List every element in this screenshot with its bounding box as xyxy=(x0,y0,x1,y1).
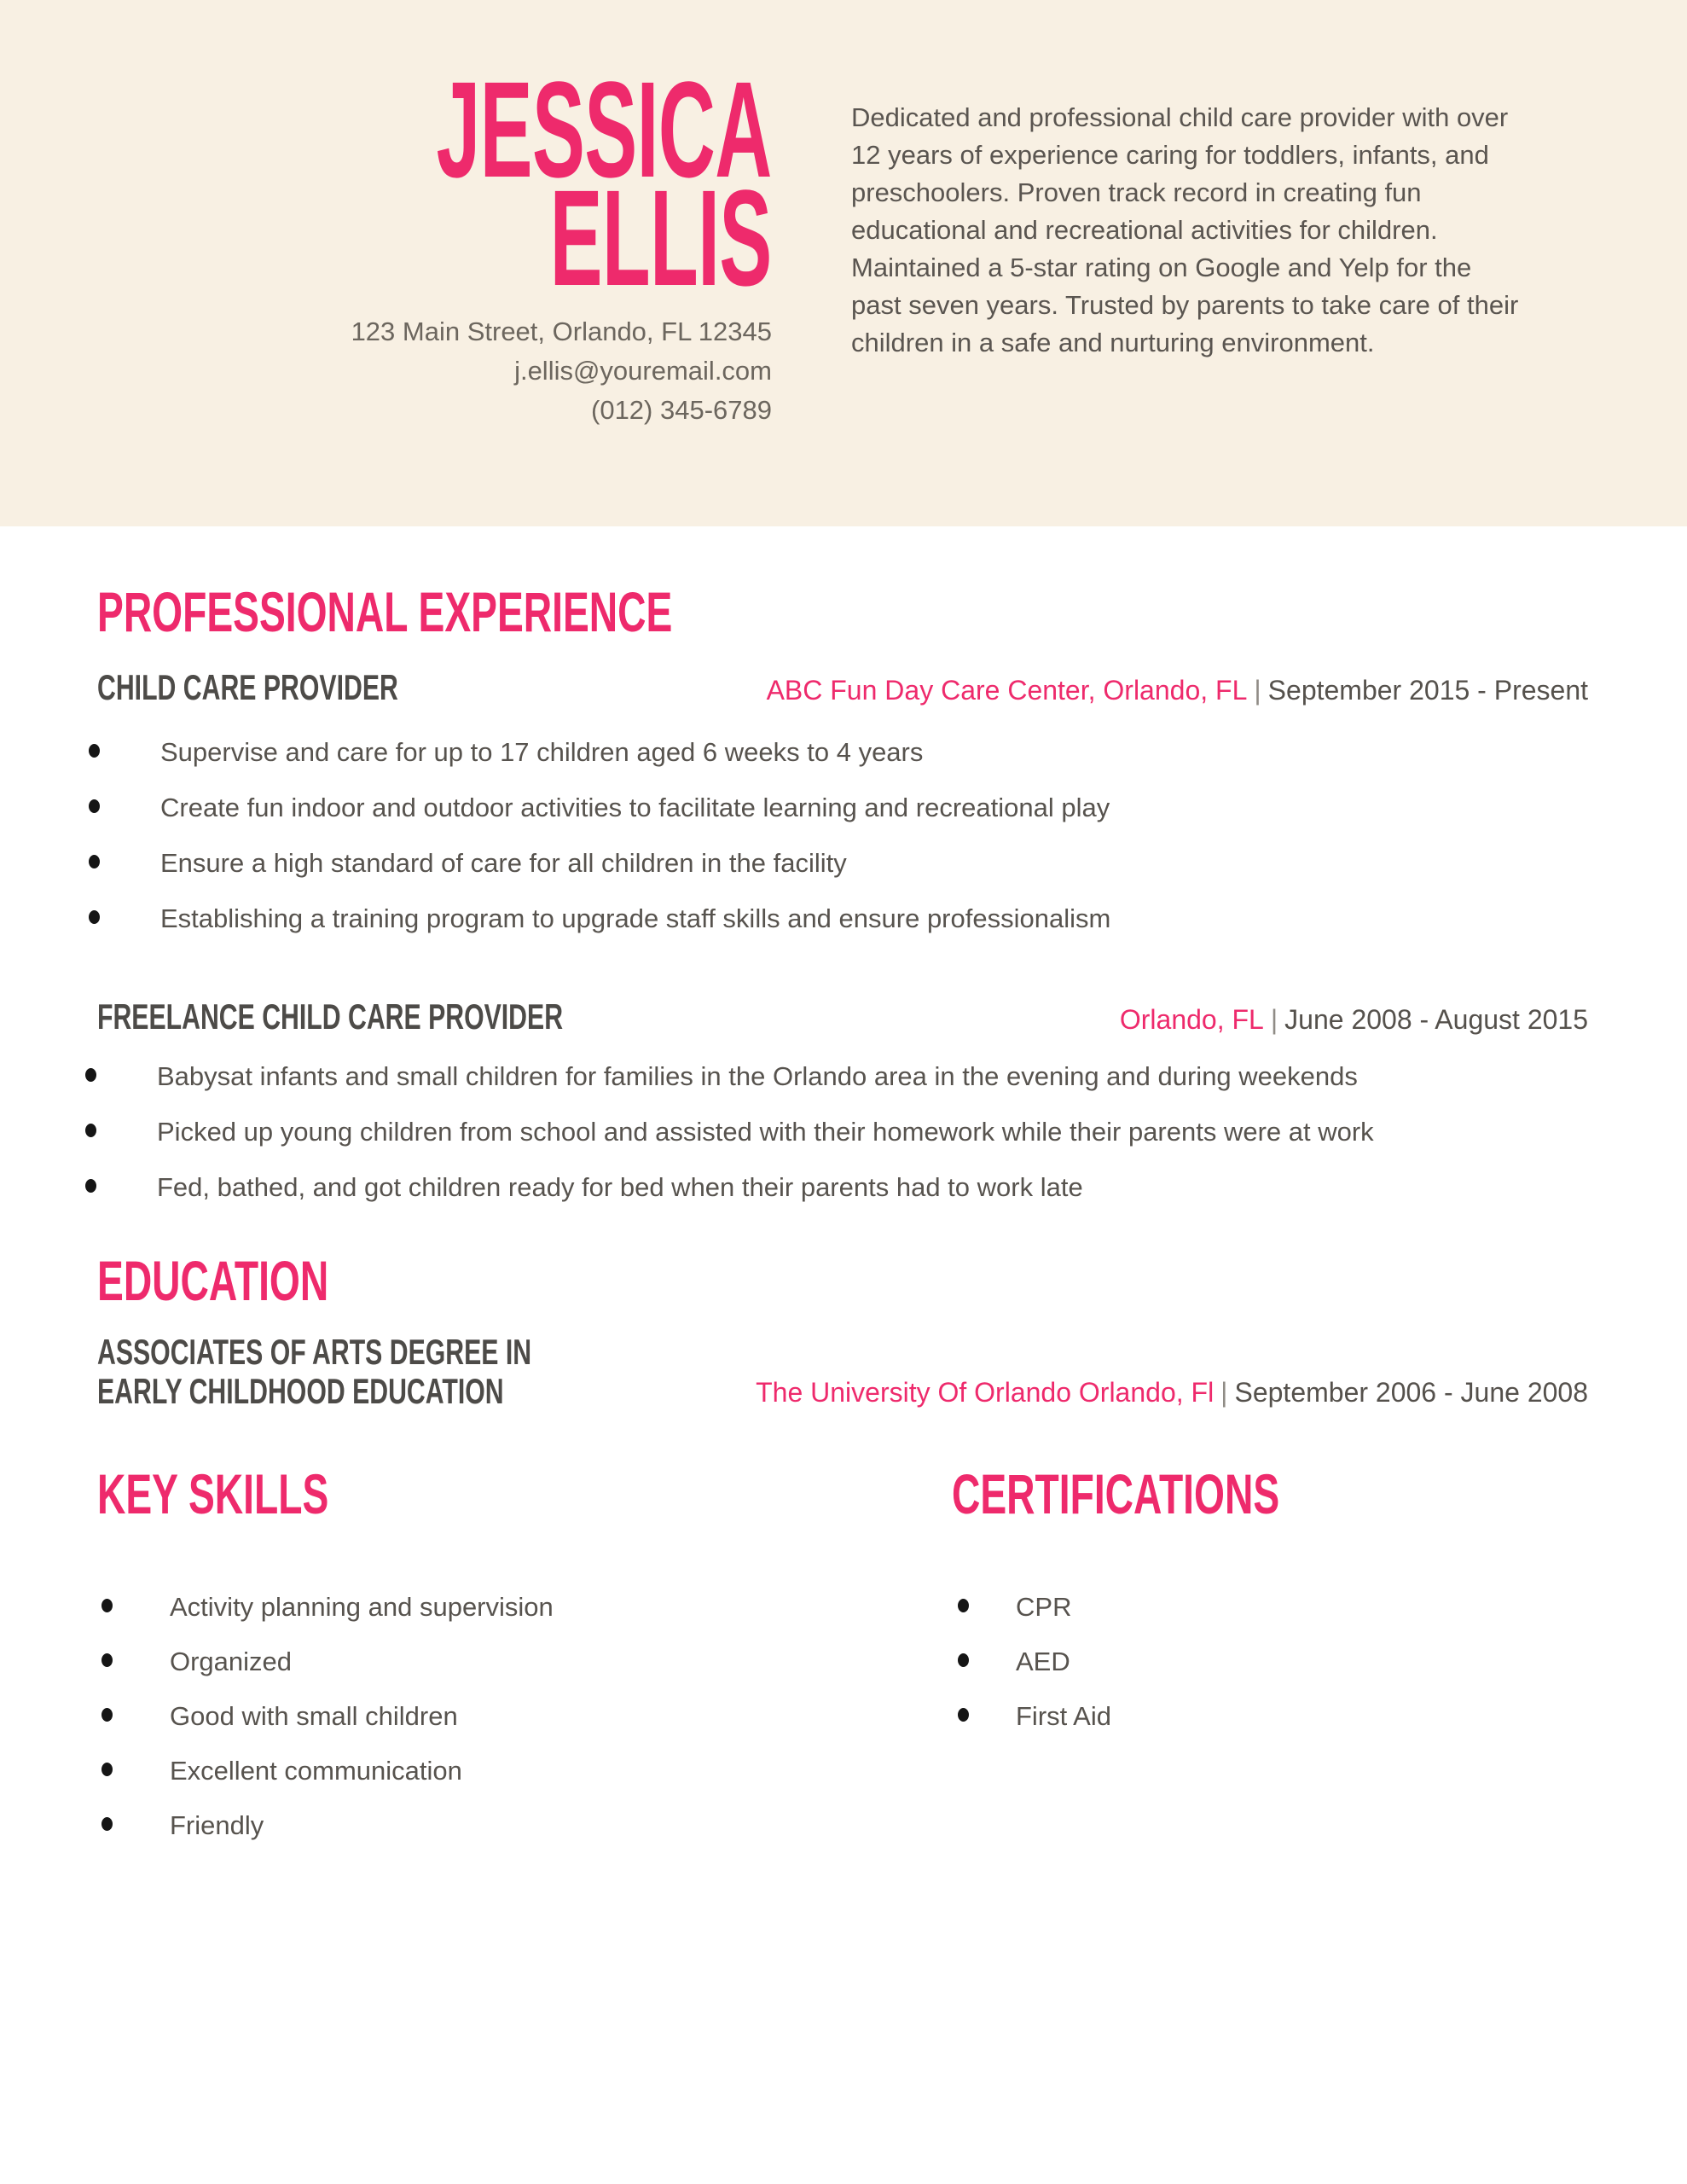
degree-line-1: ASSOCIATES OF ARTS DEGREE IN xyxy=(97,1332,532,1372)
bullet-icon xyxy=(101,1708,113,1722)
certifications-list xyxy=(958,1592,1111,1756)
separator-bar: | xyxy=(1254,675,1261,706)
list-item xyxy=(89,903,1110,959)
job-org-1: ABC Fun Day Care Center, Orlando, FL xyxy=(766,675,1248,706)
contact-address: 123 Main Street, Orlando, FL 12345 xyxy=(351,317,772,346)
last-name: ELLIS xyxy=(549,161,772,314)
list-item xyxy=(89,737,1110,793)
certifications-heading: CERTIFICATIONS xyxy=(952,1462,1280,1525)
first-name: JESSICA xyxy=(436,53,772,206)
bullet-icon xyxy=(101,1653,113,1667)
separator-bar: | xyxy=(1270,1004,1278,1035)
bullet-icon xyxy=(89,799,100,813)
bullet-icon xyxy=(85,1179,96,1193)
job-header-2 xyxy=(97,996,1588,1037)
job-bullets-2 xyxy=(85,1061,1374,1228)
education-section-heading-wrap xyxy=(97,1249,427,1312)
degree-title xyxy=(97,1333,531,1411)
bullet-icon xyxy=(101,1599,113,1612)
bullet-text: Supervise and care for up to 17 children aged 6 weeks to 4 years xyxy=(160,737,924,767)
skill-text: Friendly xyxy=(170,1810,264,1840)
skills-list xyxy=(101,1592,554,1865)
job-meta-1 xyxy=(767,675,1588,706)
bullet-icon xyxy=(958,1708,969,1722)
contact-phone: (012) 345-6789 xyxy=(591,395,772,425)
job-org-2: Orlando, FL xyxy=(1119,1004,1264,1035)
list-item xyxy=(958,1647,1111,1701)
bullet-text: Picked up young children from school and assisted with their homework while their parents were at work xyxy=(157,1117,1374,1147)
school-name: The University Of Orlando Orlando, Fl xyxy=(756,1377,1215,1408)
skill-text: Good with small children xyxy=(170,1701,458,1731)
list-item xyxy=(101,1647,554,1701)
contact-email: j.ellis@youremail.com xyxy=(514,356,772,386)
degree-line-2: EARLY CHILDHOOD EDUCATION xyxy=(97,1371,504,1411)
bullet-icon xyxy=(89,855,100,868)
professional-summary: Dedicated and professional child care provider with over 12 years of experience caring for toddlers, infants, and preschoolers. Proven track record in creating fun educational and recreational activities for children. Maintained a 5-star rating on Google and Yelp for the past seven years. Trusted by parents to take care of their children in a safe and nurturing environment. xyxy=(851,102,1519,357)
candidate-name xyxy=(436,53,772,314)
certifications-section-heading-wrap xyxy=(952,1462,1420,1525)
list-item xyxy=(958,1592,1111,1647)
bullet-icon xyxy=(101,1763,113,1776)
certification-text: CPR xyxy=(1016,1592,1072,1622)
education-dates: September 2006 - June 2008 xyxy=(1234,1377,1588,1408)
bullet-icon xyxy=(85,1068,96,1082)
list-item xyxy=(101,1592,554,1647)
bullet-text: Ensure a high standard of care for all children in the facility xyxy=(160,848,847,878)
job-meta-2 xyxy=(1120,1004,1588,1036)
skill-text: Excellent communication xyxy=(170,1756,462,1786)
education-entry xyxy=(97,1333,1588,1411)
job-bullets-1 xyxy=(89,737,1110,959)
bullet-icon xyxy=(101,1817,113,1831)
skill-text: Activity planning and supervision xyxy=(170,1592,554,1622)
separator-bar: | xyxy=(1220,1377,1228,1408)
list-item xyxy=(101,1810,554,1865)
list-item xyxy=(85,1117,1374,1172)
bullet-text: Create fun indoor and outdoor activities to facilitate learning and recreational play xyxy=(160,793,1110,822)
experience-section-heading-wrap xyxy=(97,580,919,643)
list-item xyxy=(89,793,1110,848)
job-dates-2: June 2008 - August 2015 xyxy=(1284,1004,1588,1035)
skills-section-heading-wrap xyxy=(97,1462,428,1525)
bullet-text: Fed, bathed, and got children ready for bed when their parents had to work late xyxy=(157,1172,1083,1202)
list-item xyxy=(101,1756,554,1810)
skills-heading: KEY SKILLS xyxy=(97,1462,329,1525)
certification-text: AED xyxy=(1016,1647,1070,1676)
list-item xyxy=(85,1061,1374,1117)
job-dates-1: September 2015 - Present xyxy=(1267,675,1588,706)
job-title-2: FREELANCE CHILD CARE PROVIDER xyxy=(97,996,564,1037)
bullet-icon xyxy=(85,1124,96,1137)
experience-heading: PROFESSIONAL EXPERIENCE xyxy=(97,580,673,643)
bullet-icon xyxy=(89,910,100,924)
education-meta xyxy=(756,1377,1588,1409)
certification-text: First Aid xyxy=(1016,1701,1111,1731)
bullet-text: Babysat infants and small children for families in the Orlando area in the evening and during weekends xyxy=(157,1061,1358,1091)
job-header-1 xyxy=(97,667,1588,708)
contact-block xyxy=(351,312,772,430)
bullet-icon xyxy=(89,744,100,758)
list-item xyxy=(85,1172,1374,1228)
bullet-icon xyxy=(958,1599,969,1612)
skill-text: Organized xyxy=(170,1647,293,1676)
list-item xyxy=(101,1701,554,1756)
education-heading: EDUCATION xyxy=(97,1249,329,1312)
list-item xyxy=(89,848,1110,903)
list-item xyxy=(958,1701,1111,1756)
bullet-icon xyxy=(958,1653,969,1667)
bullet-text: Establishing a training program to upgrade staff skills and ensure professionalism xyxy=(160,903,1111,933)
job-title-1: CHILD CARE PROVIDER xyxy=(97,667,398,707)
